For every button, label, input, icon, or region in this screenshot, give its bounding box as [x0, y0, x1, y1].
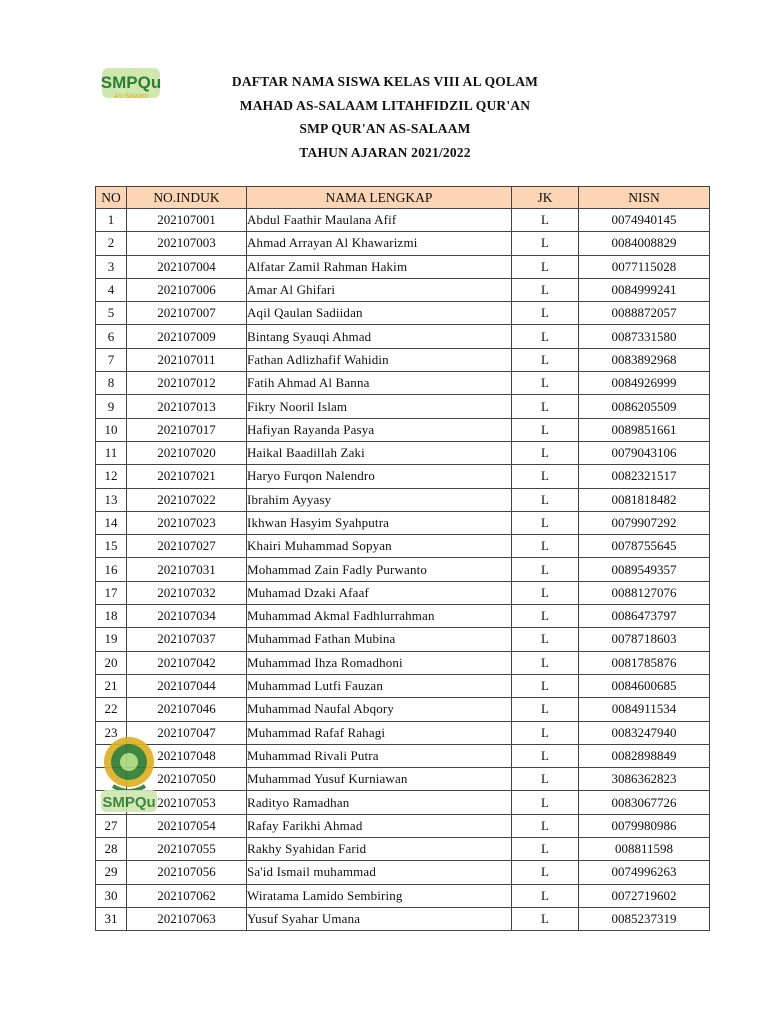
nomor-induk-cell: 202107023	[127, 511, 247, 534]
jenis-kelamin-cell: L	[512, 325, 579, 348]
jenis-kelamin-cell: L	[512, 395, 579, 418]
nisn-cell: 0085237319	[579, 907, 710, 930]
nisn-cell: 0074996263	[579, 861, 710, 884]
nisn-cell: 0088127076	[579, 581, 710, 604]
row-number-cell: 22	[96, 698, 127, 721]
row-number-cell: 6	[96, 325, 127, 348]
jenis-kelamin-cell: L	[512, 209, 579, 232]
table-row	[96, 348, 710, 371]
row-number-cell: 2	[96, 232, 127, 255]
nisn-cell: 0089549357	[579, 558, 710, 581]
nomor-induk-cell: 202107050	[127, 768, 247, 791]
table-row	[96, 907, 710, 930]
nama-lengkap-cell: Alfatar Zamil Rahman Hakim	[247, 255, 512, 278]
nama-lengkap-cell: Muhammad Ihza Romadhoni	[247, 651, 512, 674]
nama-lengkap-cell: Muhammad Akmal Fadhlurrahman	[247, 605, 512, 628]
table-row	[96, 838, 710, 861]
nisn-cell: 0078718603	[579, 628, 710, 651]
jenis-kelamin-cell: L	[512, 698, 579, 721]
jenis-kelamin-cell: L	[512, 511, 579, 534]
row-number-cell: 7	[96, 348, 127, 371]
nisn-cell: 0079980986	[579, 814, 710, 837]
nisn-cell: 0077115028	[579, 255, 710, 278]
table-row	[96, 465, 710, 488]
column-header-no: NO	[96, 187, 127, 209]
row-number-cell: 3	[96, 255, 127, 278]
table-row	[96, 418, 710, 441]
nama-lengkap-cell: Muhammad Naufal Abqory	[247, 698, 512, 721]
nomor-induk-cell: 202107004	[127, 255, 247, 278]
table-row	[96, 814, 710, 837]
table-row	[96, 558, 710, 581]
nisn-cell: 0084600685	[579, 674, 710, 697]
nama-lengkap-cell: Yusuf Syahar Umana	[247, 907, 512, 930]
jenis-kelamin-cell: L	[512, 907, 579, 930]
nama-lengkap-cell: Muhammad Fathan Mubina	[247, 628, 512, 651]
nama-lengkap-cell: Mohammad Zain Fadly Purwanto	[247, 558, 512, 581]
nama-lengkap-cell: Hafiyan Rayanda Pasya	[247, 418, 512, 441]
row-number-cell: 29	[96, 861, 127, 884]
nomor-induk-cell: 202107048	[127, 744, 247, 767]
nisn-cell: 0081785876	[579, 651, 710, 674]
row-number-cell: 1	[96, 209, 127, 232]
column-header-nama-lengkap: NAMA LENGKAP	[247, 187, 512, 209]
nomor-induk-cell: 202107037	[127, 628, 247, 651]
nomor-induk-cell: 202107011	[127, 348, 247, 371]
row-number-cell: 13	[96, 488, 127, 511]
jenis-kelamin-cell: L	[512, 581, 579, 604]
nomor-induk-cell: 202107055	[127, 838, 247, 861]
nomor-induk-cell: 202107003	[127, 232, 247, 255]
student-roster-table	[95, 186, 710, 931]
nomor-induk-cell: 202107056	[127, 861, 247, 884]
row-number-cell: 4	[96, 278, 127, 301]
table-row	[96, 535, 710, 558]
nama-lengkap-cell: Abdul Faathir Maulana Afif	[247, 209, 512, 232]
jenis-kelamin-cell: L	[512, 348, 579, 371]
column-header-jk: JK	[512, 187, 579, 209]
column-header-nisn: NISN	[579, 187, 710, 209]
nisn-cell: 0083067726	[579, 791, 710, 814]
school-seal-watermark	[99, 734, 159, 824]
table-row	[96, 651, 710, 674]
row-number-cell: 5	[96, 302, 127, 325]
table-row	[96, 884, 710, 907]
row-number-cell: 30	[96, 884, 127, 907]
jenis-kelamin-cell: L	[512, 744, 579, 767]
row-number-cell: 18	[96, 605, 127, 628]
nisn-cell: 0083247940	[579, 721, 710, 744]
nama-lengkap-cell: Radityo Ramadhan	[247, 791, 512, 814]
document-header	[180, 70, 590, 164]
jenis-kelamin-cell: L	[512, 418, 579, 441]
nisn-cell: 0084008829	[579, 232, 710, 255]
row-number-cell: 19	[96, 628, 127, 651]
table-row	[96, 511, 710, 534]
jenis-kelamin-cell: L	[512, 861, 579, 884]
nisn-cell: 0072719602	[579, 884, 710, 907]
nomor-induk-cell: 202107009	[127, 325, 247, 348]
nisn-cell: 0079043106	[579, 441, 710, 464]
nomor-induk-cell: 202107032	[127, 581, 247, 604]
title-line-2: MAHAD AS-SALAAM LITAHFIDZIL QUR'AN	[239, 97, 531, 113]
table-row	[96, 488, 710, 511]
row-number-cell: 14	[96, 511, 127, 534]
table-row	[96, 325, 710, 348]
nomor-induk-cell: 202107020	[127, 441, 247, 464]
nomor-induk-cell: 202107001	[127, 209, 247, 232]
jenis-kelamin-cell: L	[512, 488, 579, 511]
jenis-kelamin-cell: L	[512, 651, 579, 674]
nomor-induk-cell: 202107012	[127, 372, 247, 395]
row-number-cell: 20	[96, 651, 127, 674]
jenis-kelamin-cell: L	[512, 441, 579, 464]
nama-lengkap-cell: Rakhy Syahidan Farid	[247, 838, 512, 861]
nisn-cell: 0081818482	[579, 488, 710, 511]
nama-lengkap-cell: Aqil Qaulan Sadiidan	[247, 302, 512, 325]
table-row	[96, 255, 710, 278]
table-row	[96, 581, 710, 604]
nomor-induk-cell: 202107006	[127, 278, 247, 301]
nama-lengkap-cell: Muhamad Dzaki Afaaf	[247, 581, 512, 604]
nisn-cell: 0084926999	[579, 372, 710, 395]
title-line-3: SMP QUR'AN AS-SALAAM	[299, 121, 471, 136]
nisn-cell: 3086362823	[579, 768, 710, 791]
nama-lengkap-cell: Khairi Muhammad Sopyan	[247, 535, 512, 558]
table-row	[96, 628, 710, 651]
row-number-cell: 10	[96, 418, 127, 441]
nisn-cell: 0079907292	[579, 511, 710, 534]
table-row	[96, 232, 710, 255]
logo-text: SMPQu	[100, 73, 162, 92]
row-number-cell: 28	[96, 838, 127, 861]
jenis-kelamin-cell: L	[512, 884, 579, 907]
row-number-cell: 8	[96, 372, 127, 395]
nisn-cell: 0086205509	[579, 395, 710, 418]
table-row	[96, 395, 710, 418]
nama-lengkap-cell: Fikry Nooril Islam	[247, 395, 512, 418]
row-number-cell: 15	[96, 535, 127, 558]
nisn-cell: 0088872057	[579, 302, 710, 325]
nama-lengkap-cell: Muhammad Rivali Putra	[247, 744, 512, 767]
nama-lengkap-cell: Sa'id Ismail muhammad	[247, 861, 512, 884]
row-number-cell: 17	[96, 581, 127, 604]
table-row	[96, 861, 710, 884]
table-row	[96, 698, 710, 721]
nisn-cell: 0082898849	[579, 744, 710, 767]
nomor-induk-cell: 202107063	[127, 907, 247, 930]
nisn-cell: 0074940145	[579, 209, 710, 232]
row-number-cell: 23	[96, 721, 127, 744]
nama-lengkap-cell: Wiratama Lamido Sembiring	[247, 884, 512, 907]
jenis-kelamin-cell: L	[512, 255, 579, 278]
nisn-cell: 0086473797	[579, 605, 710, 628]
nama-lengkap-cell: Bintang Syauqi Ahmad	[247, 325, 512, 348]
nama-lengkap-cell: Fathan Adlizhafif Wahidin	[247, 348, 512, 371]
nomor-induk-cell: 202107044	[127, 674, 247, 697]
nisn-cell: 0089851661	[579, 418, 710, 441]
nama-lengkap-cell: Fatih Ahmad Al Banna	[247, 372, 512, 395]
column-header-no-induk: NO.INDUK	[127, 187, 247, 209]
nisn-cell: 0084911534	[579, 698, 710, 721]
nama-lengkap-cell: Muhammad Rafaf Rahagi	[247, 721, 512, 744]
jenis-kelamin-cell: L	[512, 302, 579, 325]
table-row	[96, 721, 710, 744]
table-header-row	[96, 187, 710, 209]
nomor-induk-cell: 202107034	[127, 605, 247, 628]
nama-lengkap-cell: Haikal Baadillah Zaki	[247, 441, 512, 464]
nama-lengkap-cell: Ibrahim Ayyasy	[247, 488, 512, 511]
jenis-kelamin-cell: L	[512, 674, 579, 697]
nisn-cell: 0082321517	[579, 465, 710, 488]
jenis-kelamin-cell: L	[512, 838, 579, 861]
nomor-induk-cell: 202107047	[127, 721, 247, 744]
jenis-kelamin-cell: L	[512, 605, 579, 628]
table-row	[96, 744, 710, 767]
logo-subtext: As-Salaam	[113, 93, 149, 100]
title-line-1: DAFTAR NAMA SISWA KELAS VIII AL QOLAM	[231, 74, 539, 89]
jenis-kelamin-cell: L	[512, 278, 579, 301]
jenis-kelamin-cell: L	[512, 721, 579, 744]
seal-text: SMPQu	[102, 794, 156, 811]
nomor-induk-cell: 202107054	[127, 814, 247, 837]
jenis-kelamin-cell: L	[512, 558, 579, 581]
table-row	[96, 302, 710, 325]
table-row	[96, 791, 710, 814]
nama-lengkap-cell: Ikhwan Hasyim Syahputra	[247, 511, 512, 534]
nisn-cell: 0078755645	[579, 535, 710, 558]
row-number-cell: 27	[96, 814, 127, 837]
nomor-induk-cell: 202107017	[127, 418, 247, 441]
jenis-kelamin-cell: L	[512, 535, 579, 558]
table-row	[96, 278, 710, 301]
nomor-induk-cell: 202107062	[127, 884, 247, 907]
nomor-induk-cell: 202107046	[127, 698, 247, 721]
table-row	[96, 209, 710, 232]
table-row	[96, 674, 710, 697]
school-logo	[100, 66, 162, 102]
row-number-cell: 11	[96, 441, 127, 464]
title-line-4: TAHUN AJARAN 2021/2022	[299, 144, 471, 160]
jenis-kelamin-cell: L	[512, 628, 579, 651]
table-row	[96, 605, 710, 628]
jenis-kelamin-cell: L	[512, 372, 579, 395]
nama-lengkap-cell: Haryo Furqon Nalendro	[247, 465, 512, 488]
nomor-induk-cell: 202107022	[127, 488, 247, 511]
nomor-induk-cell: 202107053	[127, 791, 247, 814]
table-row	[96, 768, 710, 791]
nama-lengkap-cell: Muhammad Lutfi Fauzan	[247, 674, 512, 697]
nama-lengkap-cell: Ahmad Arrayan Al Khawarizmi	[247, 232, 512, 255]
row-number-cell: 21	[96, 674, 127, 697]
nisn-cell: 008811598	[579, 838, 710, 861]
table-row	[96, 372, 710, 395]
nomor-induk-cell: 202107027	[127, 535, 247, 558]
nisn-cell: 0084999241	[579, 278, 710, 301]
nomor-induk-cell: 202107042	[127, 651, 247, 674]
nama-lengkap-cell: Rafay Farikhi Ahmad	[247, 814, 512, 837]
nomor-induk-cell: 202107031	[127, 558, 247, 581]
row-number-cell: 12	[96, 465, 127, 488]
jenis-kelamin-cell: L	[512, 768, 579, 791]
row-number-cell: 31	[96, 907, 127, 930]
row-number-cell: 9	[96, 395, 127, 418]
jenis-kelamin-cell: L	[512, 465, 579, 488]
nama-lengkap-cell: Amar Al Ghifari	[247, 278, 512, 301]
jenis-kelamin-cell: L	[512, 814, 579, 837]
nisn-cell: 0083892968	[579, 348, 710, 371]
row-number-cell: 16	[96, 558, 127, 581]
nomor-induk-cell: 202107021	[127, 465, 247, 488]
nisn-cell: 0087331580	[579, 325, 710, 348]
table-row	[96, 441, 710, 464]
nomor-induk-cell: 202107013	[127, 395, 247, 418]
nama-lengkap-cell: Muhammad Yusuf Kurniawan	[247, 768, 512, 791]
jenis-kelamin-cell: L	[512, 791, 579, 814]
nomor-induk-cell: 202107007	[127, 302, 247, 325]
jenis-kelamin-cell: L	[512, 232, 579, 255]
